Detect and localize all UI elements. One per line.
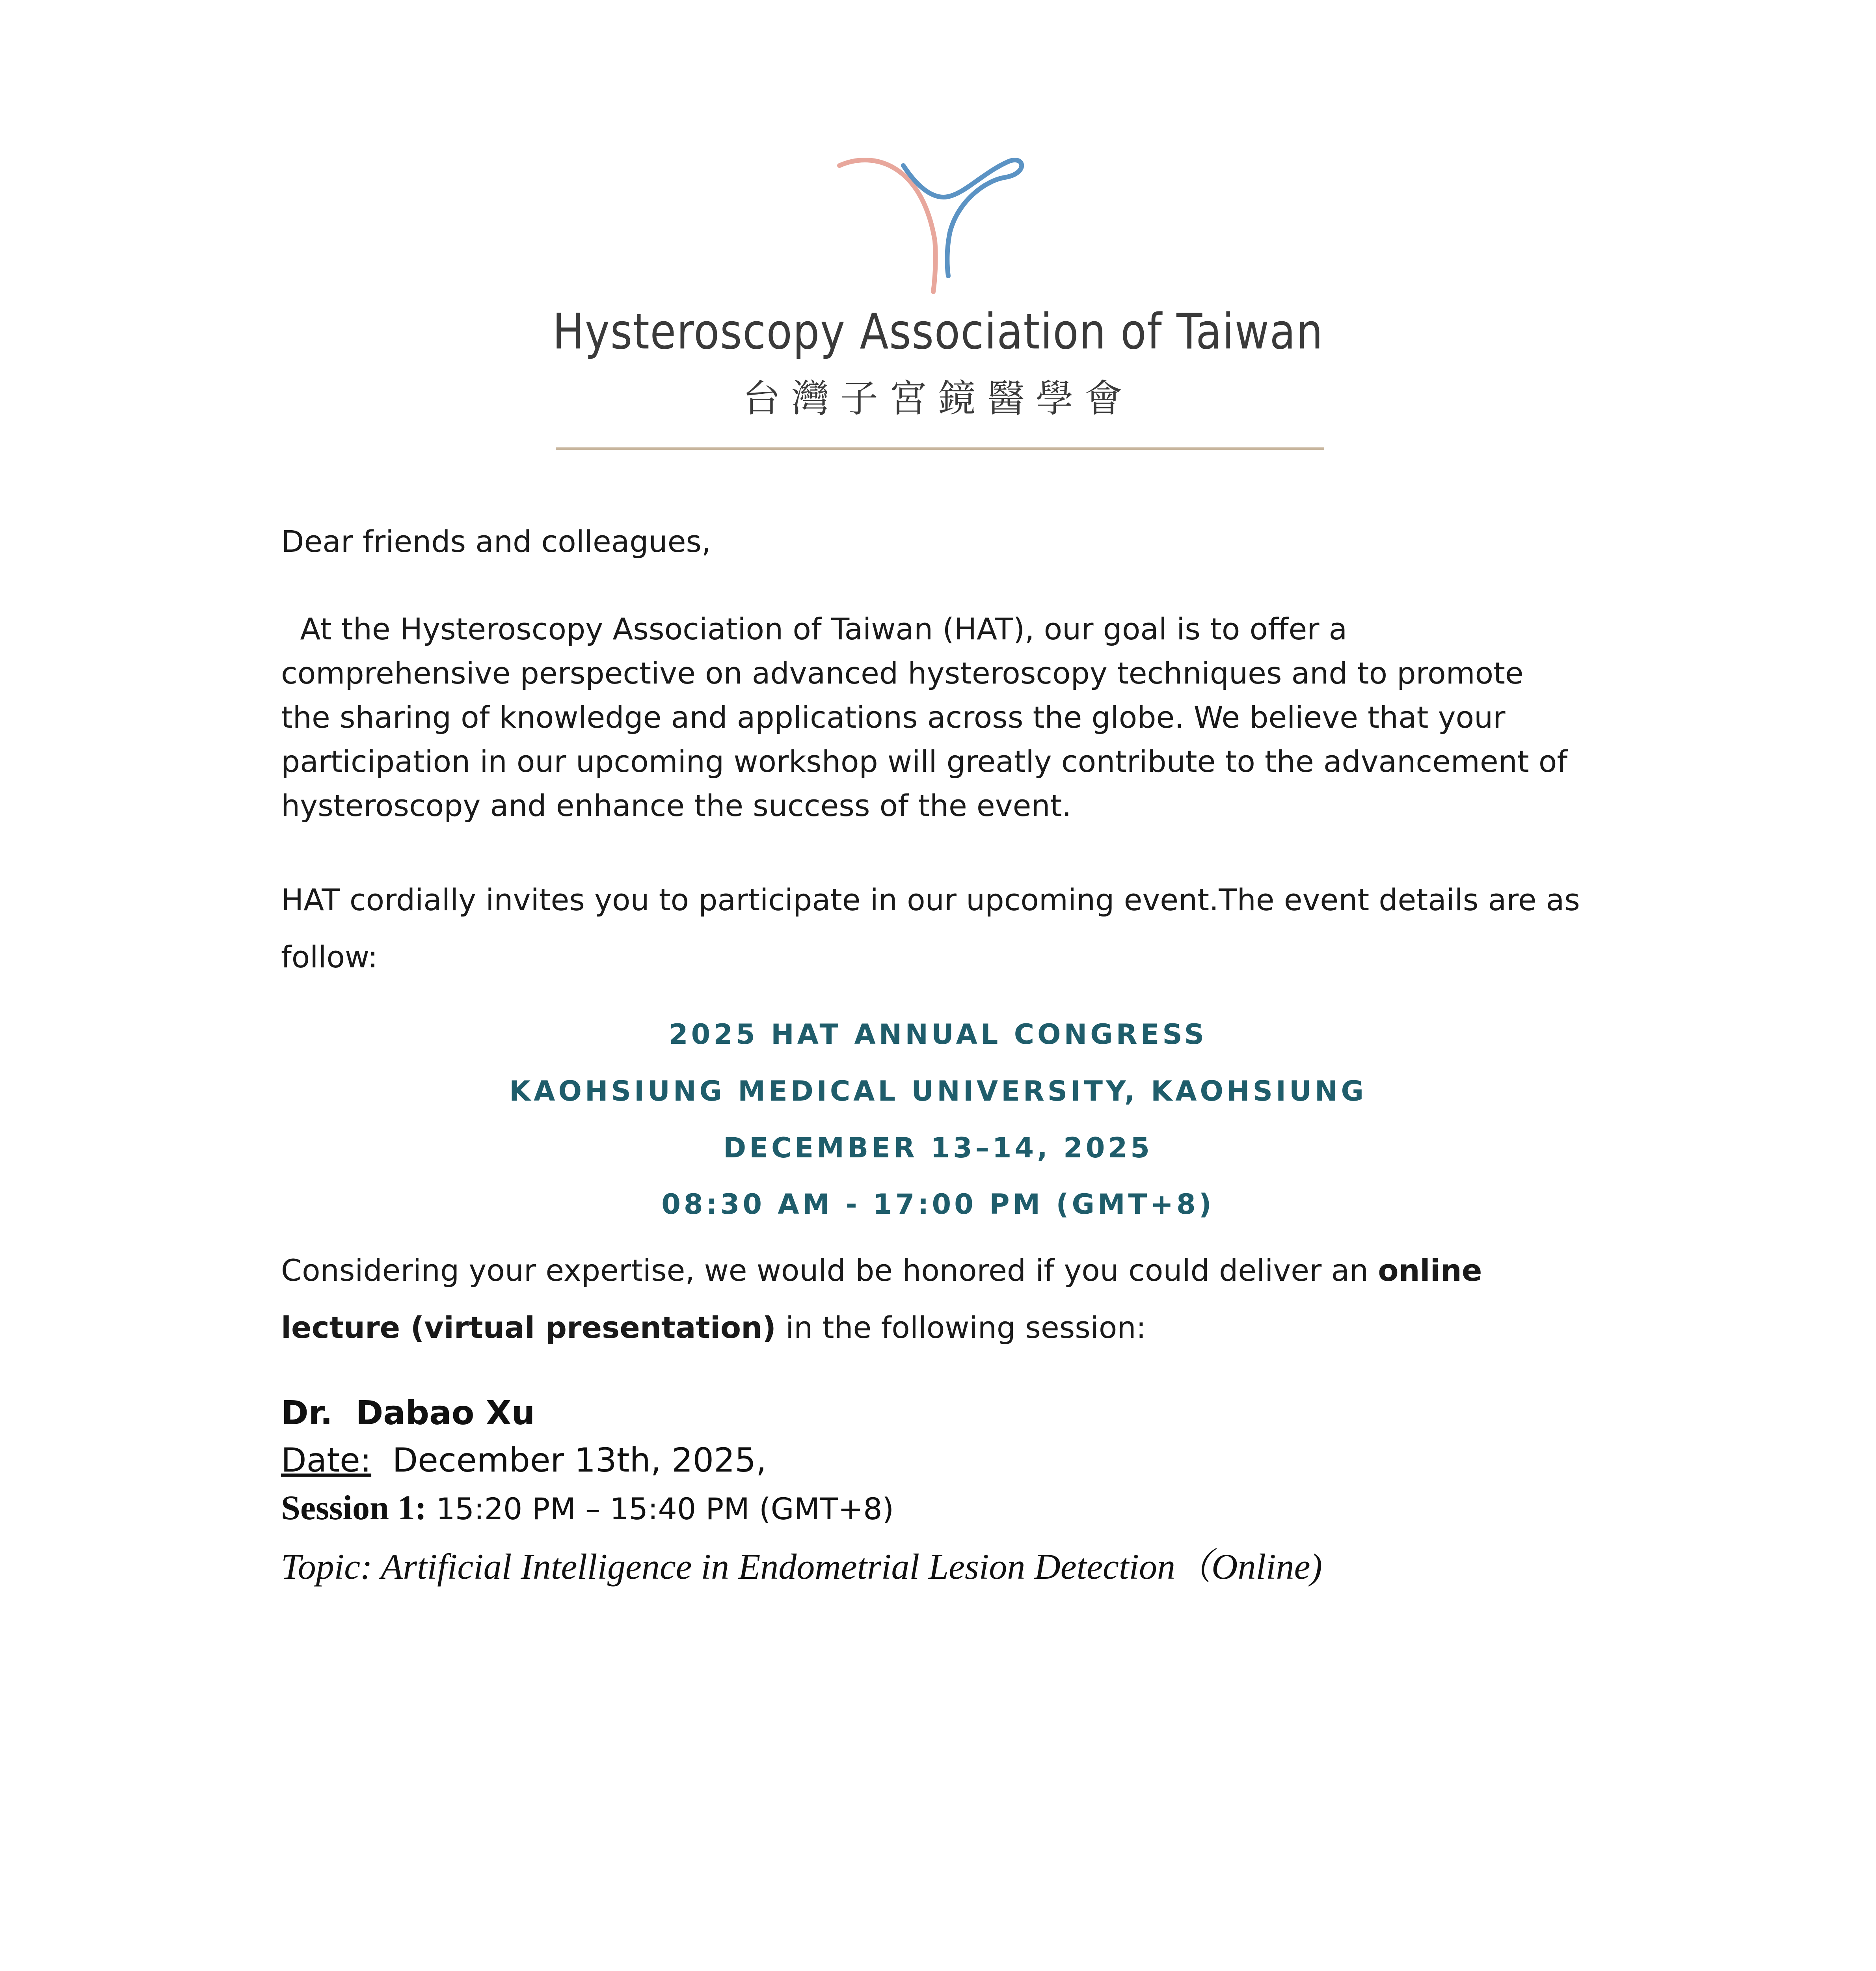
event-name: 2025 HAT ANNUAL CONGRESS (668, 1018, 1208, 1051)
session-time-value: 15:20 PM – 15:40 PM (GMT+8) (426, 1491, 894, 1526)
session-topic: Topic: Artificial Intelligence in Endometrial Lesion Detection（Online) (281, 1546, 1323, 1587)
session-date-label: Date: (281, 1441, 372, 1479)
lecture-request-paragraph (281, 1242, 1582, 1356)
session-date (281, 1441, 767, 1479)
request-prefix: Considering your expertise, we would be honored if you could deliver an (281, 1253, 1378, 1288)
invitation-paragraph: HAT cordially invites you to participate in our upcoming event.The event details are as follow: (281, 882, 1580, 974)
speaker-name: Dr. Dabao Xu (281, 1393, 535, 1432)
request-suffix: in the following session: (776, 1310, 1146, 1345)
salutation: Dear friends and colleagues, (281, 524, 711, 559)
organization-name-chinese: 台灣子宮鏡醫學會 (743, 376, 1133, 421)
intro-paragraph: At the Hysteroscopy Association of Taiwan (HAT), our goal is to offer a comprehensive perspective on advanced hysteroscopy techniques and to promote the sharing of knowledge and applications across the globe. We believe that your participation in our upcoming workshop will greatly contribute to the advancement of hysteroscopy and enhance the success of the event. (281, 611, 1577, 823)
association-logo-icon (832, 150, 1044, 300)
request-emphasis: online lecture (virtual presentation) (281, 1253, 1482, 1345)
session-time (281, 1488, 894, 1528)
session-label: Session 1: (281, 1489, 427, 1527)
organization-name-english: Hysteroscopy Association of Taiwan (552, 304, 1324, 360)
header-divider (556, 447, 1324, 450)
event-venue: KAOHSIUNG MEDICAL UNIVERSITY, KAOHSIUNG (509, 1075, 1367, 1107)
event-time: 08:30 AM - 17:00 PM (GMT+8) (661, 1188, 1215, 1220)
session-date-value: December 13th, 2025, (371, 1441, 767, 1479)
event-dates: DECEMBER 13–14, 2025 (723, 1132, 1153, 1164)
